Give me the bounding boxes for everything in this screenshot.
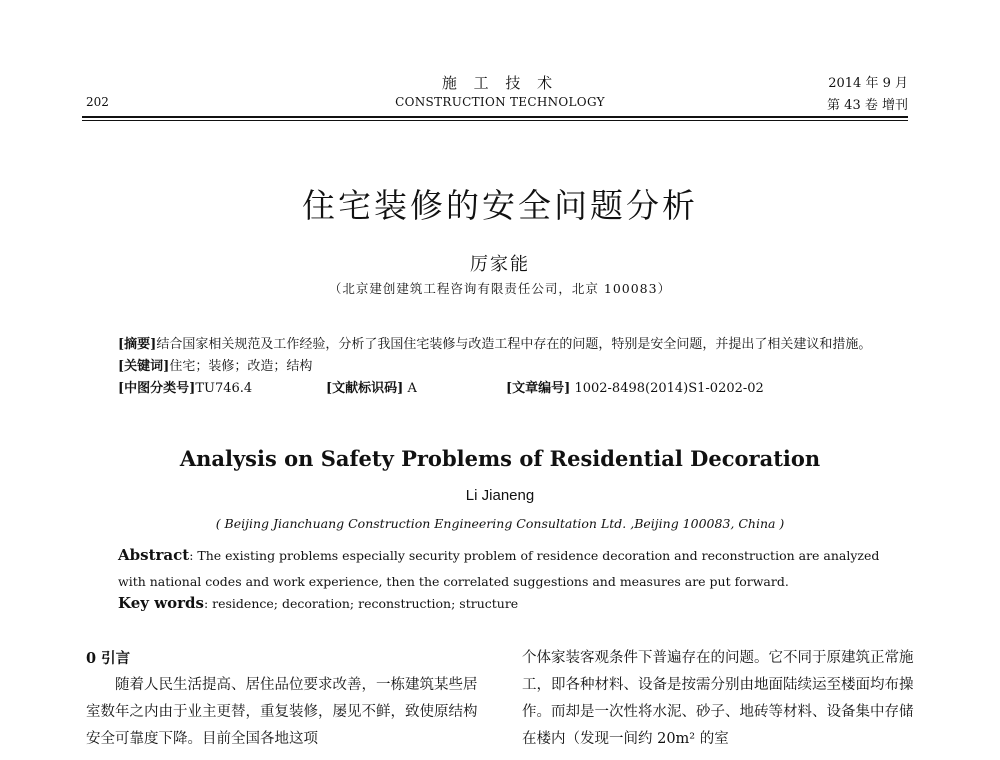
keywords-cn — [118, 356, 888, 378]
abstract-en: Abstract: The existing problems especially security problem of residence decoration and reconstruction are analyzed with national codes and work experience, then the correlated suggestions and measures are put forward. — [118, 546, 880, 589]
author-en: Li Jianeng — [465, 487, 535, 504]
page-number: 202 — [86, 95, 109, 109]
header-rule-thin — [82, 120, 908, 121]
issue-volume: 第 43 卷 增刊 — [827, 98, 908, 113]
clc-value: TU746.4 — [195, 381, 253, 396]
body-paragraph-right: 个体家装客观条件下普遍存在的问题。它不同于原建筑正常施工，即各种材料、设备是按需分别由地面陆续运至楼面均布操作。而却是一次性将水泥、砂子、地砖等材料、设备集中存储在楼内（发现一间约 20m² 的室 — [522, 650, 914, 747]
paper-title-cn: 住宅装修的安全问题分析 — [302, 186, 698, 225]
body-column-left — [86, 645, 486, 753]
keywords-cn-text: 住宅；装修；改造；结构 — [169, 359, 313, 374]
article-no-label: [文章编号] — [506, 381, 571, 396]
keywords-en-label: Key words — [118, 594, 204, 612]
author-cn: 厉家能 — [470, 254, 530, 275]
abstract-cn-block — [118, 334, 888, 400]
article-no-value: 1002-8498(2014)S1-0202-02 — [574, 381, 764, 396]
paper-title-en: Analysis on Safety Problems of Residential Decoration — [179, 446, 821, 471]
body-paragraph-left: 随着人民生活提高、居住品位要求改善，一栋建筑某些居室数年之内由于业主更替，重复装修，屡见不鲜，致使原结构安全可靠度下降。目前全国各地这项 — [86, 677, 478, 747]
header-rule — [82, 116, 908, 118]
section-heading: 0 引言 — [86, 650, 131, 667]
affiliation-en: ( Beijing Jianchuang Construction Engineering Consultation Ltd. ,Beijing 100083, China ) — [215, 516, 785, 531]
journal-title-en: CONSTRUCTION TECHNOLOGY — [395, 95, 605, 109]
body-column-right — [522, 645, 916, 753]
abstract-en-text: The existing problems especially security problem of residence decoration and reconstruction are analyzed with national codes and work experience, then the correlated suggestions and measures are put forward. — [118, 548, 880, 589]
clc-label: [中图分类号] — [118, 381, 196, 396]
doc-code-value: A — [407, 381, 417, 396]
keywords-en: Key words: residence; decoration; reconstruction; structure — [118, 594, 519, 612]
journal-title-cn: 施 工 技 术 — [441, 74, 559, 92]
affiliation-cn: （北京建创建筑工程咨询有限责任公司，北京 100083） — [328, 281, 672, 296]
abstract-cn-text: 结合国家相关规范及工作经验，分析了我国住宅装修与改造工程中存在的问题，特别是安全问题，并提出了相关建议和措施。 — [156, 337, 872, 352]
abstract-en-label: Abstract — [118, 546, 190, 564]
classification-row — [118, 378, 888, 400]
keywords-cn-label: [关键词] — [118, 359, 170, 374]
keywords-en-text: residence; decoration; reconstruction; structure — [212, 596, 519, 611]
doc-code-label: [文献标识码] — [326, 381, 404, 396]
abstract-cn-label: [摘要] — [118, 337, 157, 352]
abstract-cn — [118, 334, 888, 356]
issue-date: 2014 年 9 月 — [828, 76, 908, 91]
